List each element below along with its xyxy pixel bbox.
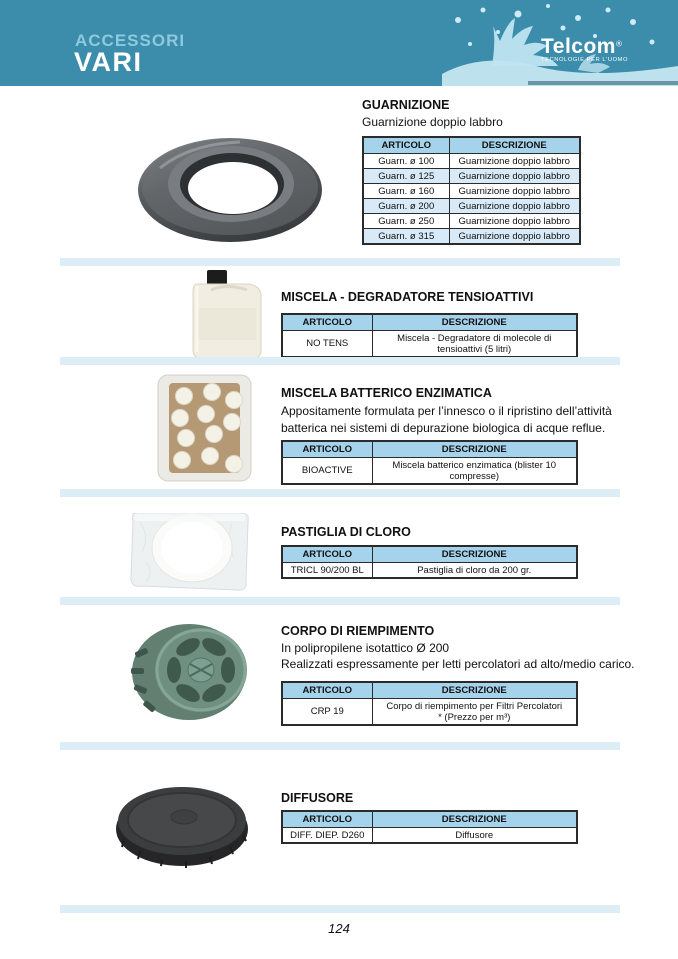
column-header-articolo: ARTICOLO	[282, 811, 372, 828]
table-row	[363, 184, 580, 199]
column-header-articolo: ARTICOLO	[363, 137, 449, 154]
article-cell: Guarn. ø 125	[363, 169, 449, 184]
product-table-corpo	[281, 681, 578, 726]
product-image-tablet-bag	[122, 502, 257, 597]
article-cell: NO TENS	[282, 331, 372, 358]
column-header-articolo: ARTICOLO	[282, 546, 372, 563]
description-cell: Miscela - Degradatore di molecole di tensioattivi (5 litri)	[372, 331, 577, 358]
column-header-descrizione: DESCRIZIONE	[449, 137, 580, 154]
description-cell: Guarnizione doppio labbro	[449, 199, 580, 214]
section-title-pastiglia: PASTIGLIA DI CLORO	[281, 525, 411, 539]
description-cell: Guarnizione doppio labbro	[449, 229, 580, 245]
footer-divider	[60, 905, 620, 913]
description-line1: Corpo di riempimento per Filtri Percolatori	[386, 700, 563, 712]
section-divider	[60, 489, 620, 497]
description-line2: * (Prezzo per m³)	[438, 711, 511, 723]
article-cell: Guarn. ø 200	[363, 199, 449, 214]
article-cell: CRP 19	[282, 699, 372, 726]
page-number: 124	[328, 921, 350, 936]
product-image-filter-media-wheel	[127, 620, 262, 727]
article-cell: Guarn. ø 160	[363, 184, 449, 199]
section-divider	[60, 258, 620, 266]
table-row	[363, 229, 580, 245]
column-header-articolo: ARTICOLO	[282, 314, 372, 331]
product-table-pastiglia	[281, 545, 578, 579]
section-description-line2: Realizzati espressamente per letti percolatori ad alto/medio carico.	[281, 657, 635, 671]
column-header-descrizione: DESCRIZIONE	[372, 811, 577, 828]
section-title-corpo: CORPO DI RIEMPIMENTO	[281, 624, 435, 638]
section-description-line1: In polipropilene isotattico Ø 200	[281, 641, 450, 655]
article-cell: BIOACTIVE	[282, 458, 372, 485]
brand-tagline: TECNOLOGIE PER L'UOMO	[541, 57, 629, 63]
brand-name: Telcom	[541, 35, 616, 58]
table-header-row	[282, 441, 577, 458]
section-divider	[60, 597, 620, 605]
description-cell: Guarnizione doppio labbro	[449, 169, 580, 184]
product-image-rubber-gasket	[130, 118, 330, 253]
description-cell: Miscela batterico enzimatica (blister 10 compresse)	[372, 458, 577, 485]
section-title-guarnizione: GUARNIZIONE	[362, 98, 450, 112]
column-header-descrizione: DESCRIZIONE	[372, 441, 577, 458]
category-label: ACCESSORI	[75, 31, 186, 50]
section-title-miscela-batterico: MISCELA BATTERICO ENZIMATICA	[281, 386, 492, 400]
product-image-jerry-can	[183, 266, 268, 362]
product-table-miscela-degradatore	[281, 313, 578, 358]
page-title: VARI	[74, 47, 143, 77]
product-image-blister-pack	[152, 372, 257, 484]
description-cell: Guarnizione doppio labbro	[449, 154, 580, 169]
column-header-descrizione: DESCRIZIONE	[372, 546, 577, 563]
product-image-disc-diffuser	[112, 777, 252, 869]
column-header-articolo: ARTICOLO	[282, 682, 372, 699]
table-header-row	[282, 314, 577, 331]
column-header-descrizione: DESCRIZIONE	[372, 682, 577, 699]
table-row	[363, 169, 580, 184]
header-band	[0, 0, 678, 86]
section-divider	[60, 742, 620, 750]
table-header-row	[282, 811, 577, 828]
column-header-articolo: ARTICOLO	[282, 441, 372, 458]
description-cell: Diffusore	[372, 828, 577, 844]
registered-mark: ®	[615, 39, 622, 49]
product-table-diffusore	[281, 810, 578, 844]
table-row	[363, 199, 580, 214]
article-cell: Guarn. ø 250	[363, 214, 449, 229]
section-subtitle: Guarnizione doppio labbro	[362, 115, 503, 129]
table-header-row	[282, 682, 577, 699]
table-row	[282, 563, 577, 579]
table-row	[282, 458, 577, 485]
brand-logo	[541, 36, 628, 64]
description-cell: Guarnizione doppio labbro	[449, 214, 580, 229]
product-table-guarnizione	[362, 136, 581, 245]
section-divider	[60, 357, 620, 365]
table-row	[363, 214, 580, 229]
table-header-row	[282, 546, 577, 563]
product-table-miscela-batterico	[281, 440, 578, 485]
article-cell: DIFF. DIEP. D260	[282, 828, 372, 844]
column-header-descrizione: DESCRIZIONE	[372, 314, 577, 331]
table-row	[363, 154, 580, 169]
section-title-diffusore: DIFFUSORE	[281, 791, 354, 805]
article-cell: Guarn. ø 315	[363, 229, 449, 245]
article-cell: Guarn. ø 100	[363, 154, 449, 169]
table-row	[282, 699, 577, 726]
article-cell: TRICL 90/200 BL	[282, 563, 372, 579]
table-row	[282, 828, 577, 844]
description-cell	[372, 699, 577, 726]
section-title-miscela-degradatore: MISCELA - DEGRADATORE TENSIOATTIVI	[281, 290, 534, 304]
description-cell: Guarnizione doppio labbro	[449, 184, 580, 199]
section-description: Appositamente formulata per l’innesco o il ripristino dell’attività batterica nei sistemi di depurazione biologica di acque reflue.	[281, 404, 612, 435]
table-row	[282, 331, 577, 358]
table-header-row	[363, 137, 580, 154]
description-cell: Pastiglia di cloro da 200 gr.	[372, 563, 577, 579]
